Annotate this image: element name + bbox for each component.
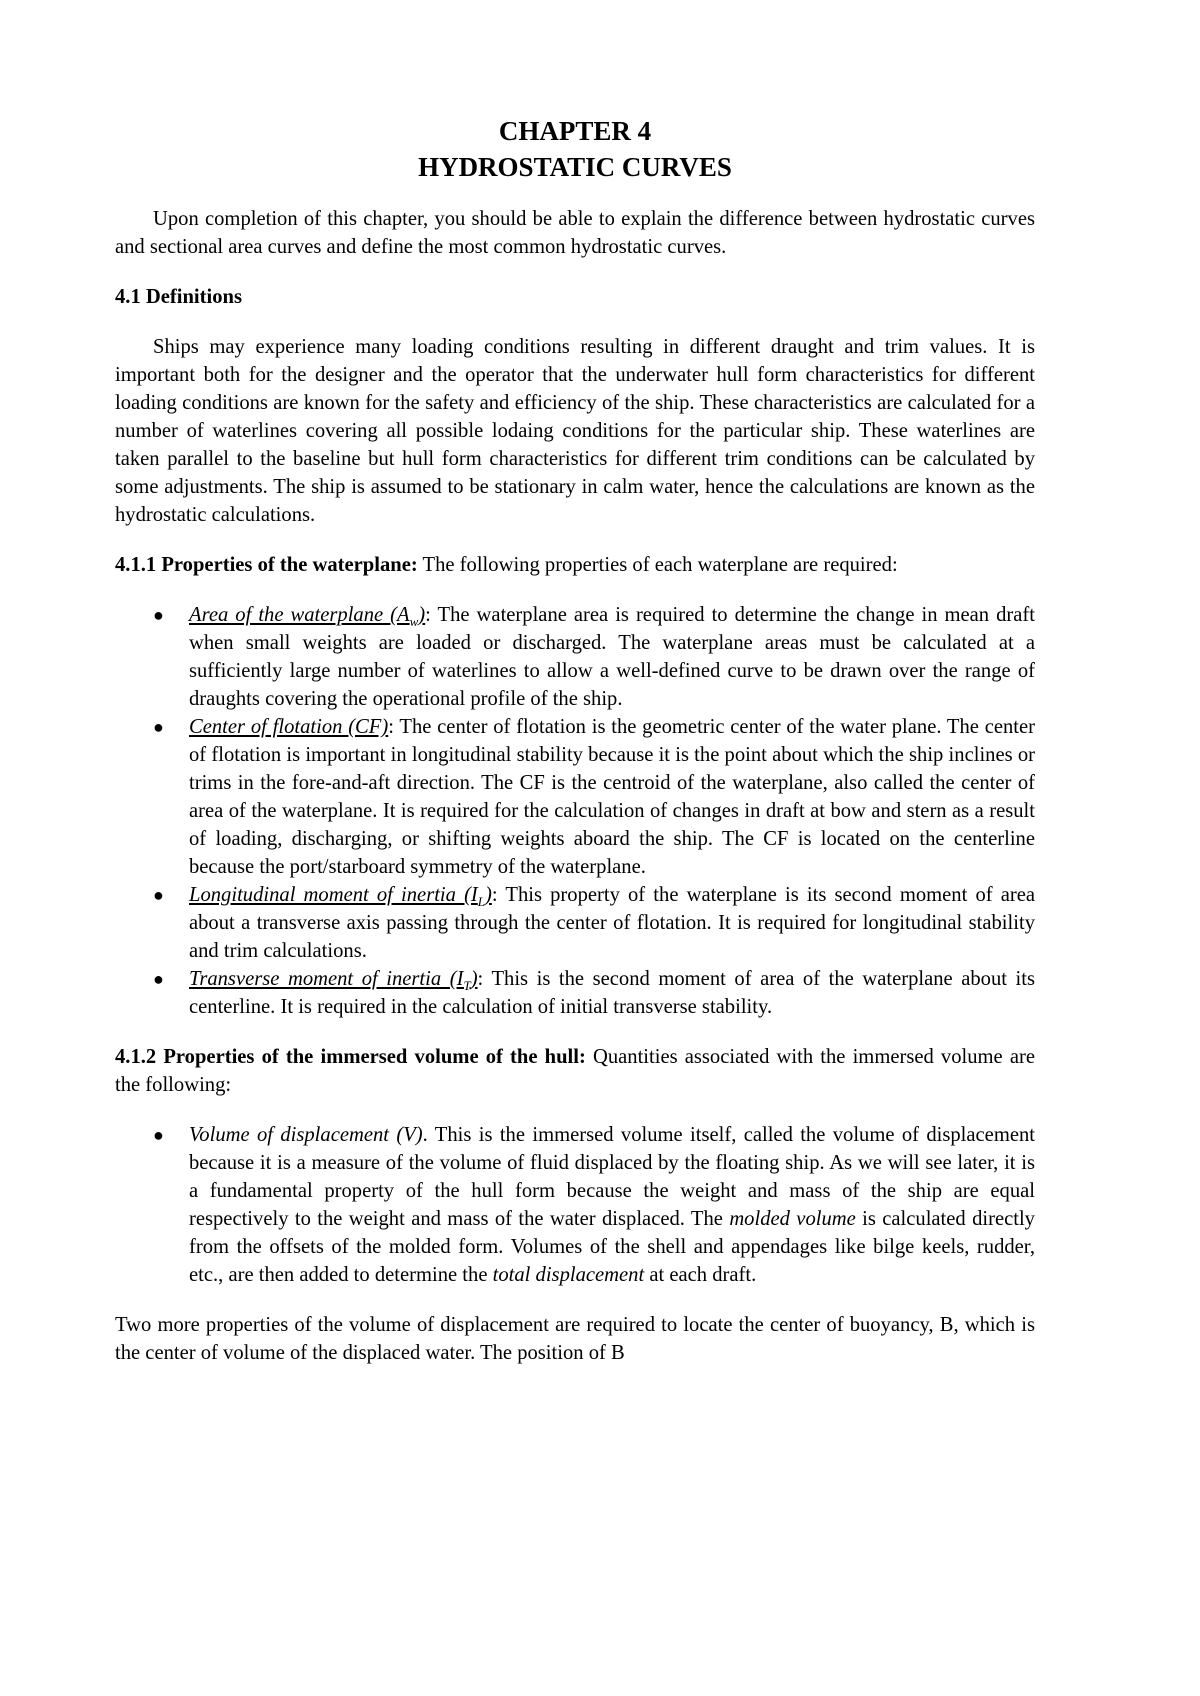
waterplane-properties-list — [115, 601, 1035, 1021]
bullet-icon: ● — [153, 969, 164, 989]
list-item — [115, 601, 1035, 713]
em-molded-volume: molded volume — [729, 1208, 856, 1230]
bullet-icon: ● — [153, 885, 164, 905]
list-item — [115, 881, 1035, 965]
chapter-number: CHAPTER 4 — [498, 116, 652, 146]
em-total-displacement: total displacement — [492, 1264, 645, 1286]
bullet-icon: ● — [153, 717, 164, 737]
bullet-icon: ● — [153, 1125, 164, 1145]
list-item: ● Volume of displacement (V). This is the immersed volume itself, called the volume of displacement because it is a measure of the volume of fluid displaced by the floating ship. As we will see later, it is a fundamental property of the hull form because the weight and mass of the ship are equal respectively to the weight and mass of the water displaced. The molded volume is calculated directly from the offsets of the molded form. Volumes of the shell and appendages like bilge keels, rudder, etc., are then added to determine the total displacement at each draft. — [115, 1121, 1035, 1289]
section-4-1-2-intro — [115, 1043, 1035, 1099]
volume-properties-list — [115, 1121, 1035, 1289]
chapter-intro: Upon completion of this chapter, you should be able to explain the difference between hydrostatic curves and sectional area curves and define the most common hydrostatic curves. — [115, 208, 1035, 258]
section-4-1-1-intro — [115, 551, 1035, 579]
term-waterplane-area: Area of the waterplane $(A_w)$ — [189, 604, 426, 630]
section-4-1-heading: 4.1 Definitions — [115, 286, 243, 308]
bullet-icon: ● — [153, 605, 164, 625]
item-text: : The center of flotation is the geometric center of the water plane. The center of flotation is important in longitudinal stability because it is the point about which the ship inclines or trims in the fore-and-aft direction. The CF is the centroid of the waterplane, also called the center of area of the waterplane. It is required for the calculation of changes in draft at bow and stern as a result of loading, discharging, or shifting weights aboard the ship. The CF is located on the centerline because the port/starboard symmetry of the waterplane. — [189, 716, 1035, 878]
section-4-1-1-text: The following properties of each waterplane are required: — [417, 554, 898, 576]
item-text: : This property of the waterplane is its second moment of area about a transverse axis passing through the center of flotation. It is required for longitudinal stability and trim calculations. — [189, 884, 1036, 962]
term-transverse-moment: Transverse moment of inertia $(I_T)$ — [189, 968, 478, 994]
list-item — [115, 713, 1035, 881]
item-text: : The waterplane area is required to determine the change in mean draft when small weights are loaded or discharged. The waterplane areas must be calculated at a sufficiently large number of waterlines to allow a well-defined curve to be drawn over the range of draughts covering the operational profile of the ship. — [189, 604, 1036, 710]
section-4-1-paragraph: Ships may experience many loading conditions resulting in different draught and trim values. It is important both for the designer and the operator that the underwater hull form characteristics for different loading conditions are known for the safety and efficiency of the ship. These characteristics are calculated for a number of waterlines covering all possible lodaing conditions for the particular ship. These waterlines are taken parallel to the baseline but hull form characteristics for different trim conditions can be calculated by some adjustments. The ship is assumed to be stationary in calm water, hence the calculations are known as the hydrostatic calculations. — [115, 336, 1035, 526]
item-text: : This is the second moment of area of the waterplane about its centerline. It is required in the calculation of initial transverse stability. — [189, 968, 1035, 1018]
section-4-1-1-heading: 4.1.1 Properties of the waterplane: — [115, 554, 418, 576]
list-item — [115, 965, 1035, 1021]
section-4-1-2-heading: 4.1.2 Properties of the immersed volume of the hull: — [115, 1046, 586, 1068]
term-volume-of-displacement: Volume of displacement (V) — [189, 1124, 423, 1146]
term-longitudinal-moment: Longitudinal moment of inertia $(I_L)$ — [189, 884, 492, 910]
chapter-title: HYDROSTATIC CURVES — [418, 152, 732, 182]
section-4-1-2-text: Quantities associated with the immersed volume are the following: — [115, 1046, 1035, 1096]
closing-paragraph: Two more properties of the volume of displacement are required to locate the center of buoyancy, B, which is the center of volume of the displaced water. The position of B — [115, 1314, 1035, 1364]
term-center-of-flotation: Center of flotation (CF) — [189, 716, 389, 738]
